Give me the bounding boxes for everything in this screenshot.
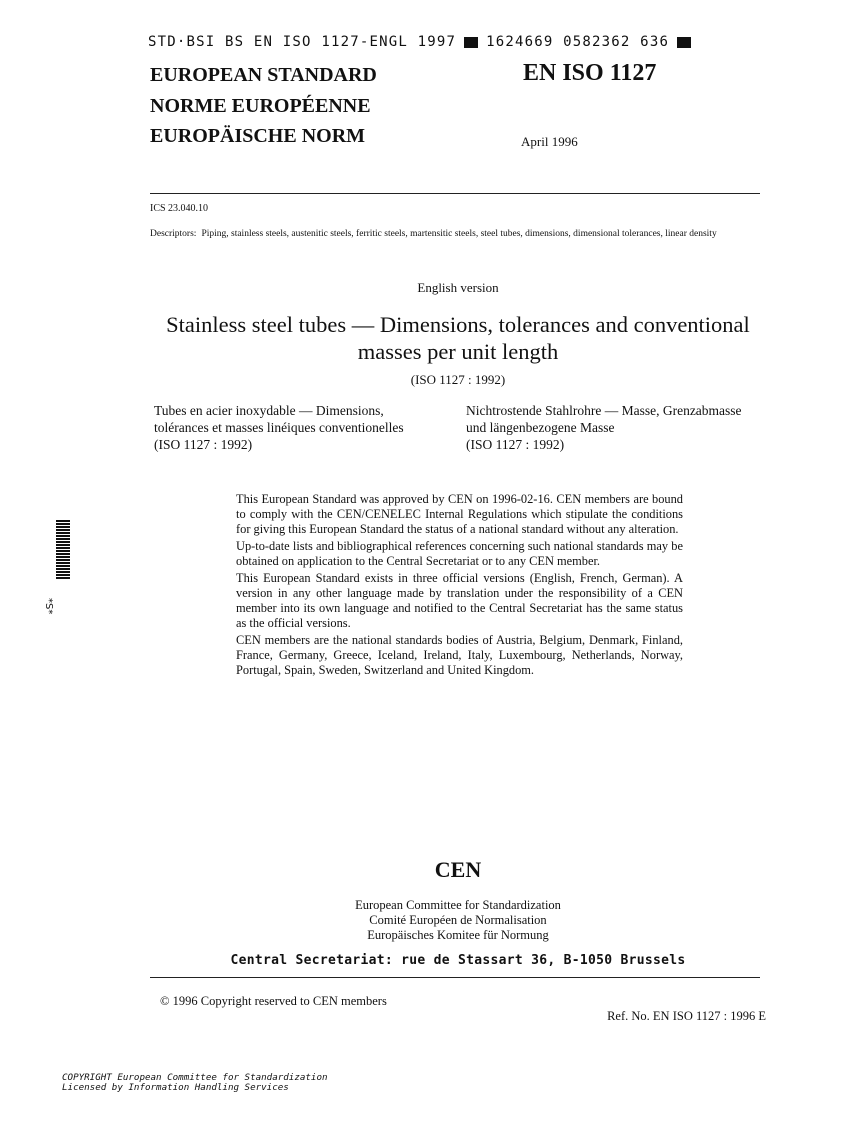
ics-code: ICS 23.040.10 [150, 203, 209, 214]
divider [150, 193, 760, 194]
reference-number: Ref. No. EN ISO 1127 : 1996 E [607, 1009, 766, 1023]
approval-text [236, 492, 683, 680]
body-paragraph: This European Standard exists in three official versions (English, French, German). A version in any other language made by translation under the responsibility of a CEN member into its own language and notified to the Central Secretariat has the same status as the official versions. [236, 571, 683, 630]
license-line: Licensed by Information Handling Services [62, 1082, 289, 1093]
divider [150, 977, 760, 978]
stamp-block-icon [464, 37, 478, 48]
copyright-notice: © 1996 Copyright reserved to CEN members [160, 994, 387, 1008]
stamp-text-left: STD·BSI BS EN ISO 1127-ENGL 1997 [148, 34, 457, 50]
german-title-block [466, 402, 776, 453]
cen-title: CEN [434, 857, 482, 882]
stamp-block-icon [677, 37, 691, 48]
version-label: English version [417, 280, 499, 295]
body-paragraph: CEN members are the national standards bodies of Austria, Belgium, Denmark, Finland, France, Germany, Greece, Iceland, Ireland, Italy, Luxembourg, Netherlands, Norway, Portugal, Spain, Sweden, Switzerland and United Kingdom. [236, 633, 683, 677]
title-english: EUROPEAN STANDARD [150, 64, 377, 86]
cen-name-english: European Committee for Standardization [355, 898, 561, 912]
german-title-line: und längenbezogene Masse [466, 420, 615, 435]
cen-names [0, 898, 866, 943]
body-paragraph: This European Standard was approved by CEN on 1996-02-16. CEN members are bound to comply with the CEN/CENELEC Internal Regulations which stipulate the conditions for giving this European Standard the status of a national standard without any alteration. [236, 492, 683, 536]
central-secretariat: Central Secretariat: rue de Stassart 36, B-1050 Brussels [230, 953, 686, 968]
license-footer [62, 1073, 328, 1093]
french-title-line: tolérances et masses linéiques conventionelles [154, 420, 404, 435]
document-title: Stainless steel tubes — Dimensions, tolerances and conventional masses per unit length [166, 312, 750, 364]
publication-date: April 1996 [521, 134, 578, 149]
french-title-line: Tubes en acier inoxydable — Dimensions, [154, 403, 384, 418]
cen-name-german: Europäisches Komitee für Normung [367, 928, 549, 942]
descriptors [150, 229, 760, 240]
body-paragraph: Up-to-date lists and bibliographical references concerning such national standards may be obtained on application to the Central Secretariat or to any CEN member. [236, 539, 683, 568]
german-title-line: Nichtrostende Stahlrohre — Masse, Grenzabmasse [466, 403, 742, 418]
side-mark: *S* [43, 598, 54, 615]
barcode-icon [56, 520, 70, 580]
title-german: EUROPÄISCHE NORM [150, 125, 366, 147]
document-stamp [148, 34, 699, 50]
standard-code: EN ISO 1127 [523, 60, 657, 86]
french-title-line: (ISO 1127 : 1992) [154, 437, 253, 452]
document-subtitle: (ISO 1127 : 1992) [410, 372, 506, 387]
descriptors-label: Descriptors: [150, 229, 197, 239]
german-title-line: (ISO 1127 : 1992) [466, 437, 565, 452]
french-title-block [154, 402, 454, 453]
title-french: NORME EUROPÉENNE [150, 95, 371, 117]
license-line: COPYRIGHT European Committee for Standardization [62, 1072, 328, 1083]
stamp-text-mid: 1624669 0582362 636 [486, 34, 670, 50]
descriptors-text: Piping, stainless steels, austenitic steels, ferritic steels, martensitic steels, steel tubes, dimensions, dimensional tolerances, linear density [201, 229, 717, 239]
cen-name-french: Comité Européen de Normalisation [369, 913, 547, 927]
